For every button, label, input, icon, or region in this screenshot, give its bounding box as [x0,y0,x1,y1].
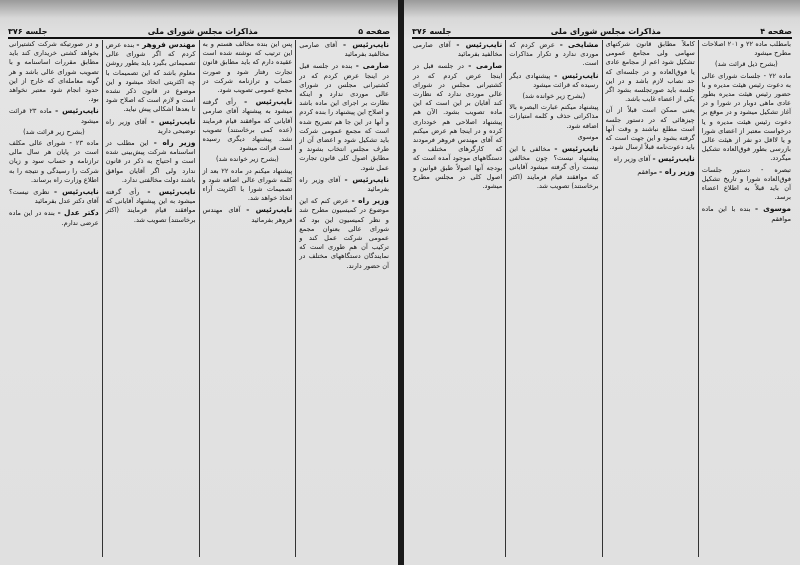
paragraph [509,133,598,142]
paragraph-text: و در صورتیکه شرکت کشتیرانی بخواهد کشتی خریداری کند باید مطابق مقررات اساسنامه و با تصویب شورای عالی باشد و هر گونه معامله‌ای که خارج از این حدود انجام شود معتبر نخواهد بود. [9,40,99,104]
session-number: جلسه ۳۷۶ [8,27,48,36]
paragraph-text: موسوی [577,132,599,141]
publication-title: مذاکرات مجلس شورای ملی [147,27,258,36]
paragraph-text: آقای صارمی مخالفید بفرمائید [413,41,503,59]
paragraph-text: آقای مهندس فروهر بفرمائید [202,206,293,224]
paragraph [413,61,502,191]
paragraph [299,61,389,172]
speaker-name: وزیر راه - [153,138,196,148]
paragraph [702,166,791,203]
speaker-name: وزیر راه - [659,166,695,176]
speaker-name: صارمی - [468,61,503,71]
paragraph-text: ماده ۲۳ - شورای عالی مکلف است در پایان هر سال مالی ترازنامه و حساب سود و زیان شرکت را رسیدگی و نتیجه را به اطلاع وزارت راه برساند. [9,139,99,184]
paragraph [203,97,293,153]
paragraph-text: آقای صارمی مخالفید بفرمائید [299,41,389,59]
speaker-name: نایب‌رئیس - [652,154,695,164]
paragraph-text: بنده در این ماده عرضی ندارم. [9,209,99,227]
paragraph-text: پیشنهاد میکنم عبارت البصره بالا مذاکراتی حذف و کلمه امتیازات اضافه شود. [509,103,599,130]
paragraph [509,103,598,131]
paragraph [9,187,99,206]
text-columns [6,40,392,557]
speaker-name: صارمی - [355,61,389,71]
paragraph-text: (بشرح ذیل قرائت شد) [715,60,778,69]
paragraph-text: کاملاً مطابق قانون شرکتهای سهامی ولی مجامع عمومی تشکیل شود اعم از مجامع عادی یا فوق‌العاده و در جلسه‌ای که حد نصاب لازم باشد و در این جلسه باید صورتجلسه بشود اگر یکی از اعضاء غایب باشد. [605,40,695,104]
paragraph [606,106,695,152]
paragraph-text: بامطلب ماده ۲۲ و ۲۰۱ اصلاحات مطرح میشود [701,40,791,58]
paragraph [9,139,99,185]
speaker-name: نایب‌رئیس - [147,187,196,197]
page-header [8,24,390,39]
speaker-name: نایب‌رئیس - [554,144,599,154]
speaker-name: مشایخی - [559,40,599,49]
paragraph [9,106,99,125]
paragraph-text: رأی گرفته میشود به این پیشنهاد آقایانی که موافقند قیام فرمایند (اکثر برخاستند) تصویب شد. [105,188,196,224]
paragraph [9,128,99,137]
paragraph-text: رأی گرفته میشود به پیشنهاد آقای صارمی آقایانی که موافقند قیام فرمایند (عده کمی برخاستند) تصویب نشد. پیشنهاد دیگری رسیده است قرائت میشود [202,98,293,153]
speaker-name: نایب‌رئیس - [554,70,599,80]
paragraph-text: عرض کردم که موردی ندارد و تکرار مذاکرات است. [509,41,599,68]
paragraph-text: آقای وزیر راه توضیحی دارید [105,117,196,135]
paragraph [299,175,389,194]
text-column [410,40,505,557]
paragraph [203,205,293,224]
paragraph [203,40,293,95]
speaker-name: نایب‌رئیس - [244,97,293,107]
paragraph [509,144,598,191]
paragraph [606,167,695,177]
paragraph [702,204,791,223]
paragraph [413,40,502,59]
paragraph-text: بنده عرض کردم که اگر شورای عالی تصمیماتی بگیرد باید بطور روشن معلوم باشد که این تصمیمات با چه اکثریتی اتخاذ میشود و این موضوع در قانون ذکر نشده است و لازم است که اصلاح شود تا بعدها اشکالی پیش نیاید. [105,41,196,114]
paragraph [106,117,196,136]
paragraph [9,40,99,104]
paragraph [702,72,791,164]
paragraph-text: موافقم [637,167,658,176]
text-column [602,40,698,557]
paragraph [509,40,598,69]
right-page [404,0,800,565]
paragraph [106,138,196,185]
paragraph-text: ماده ۲۳ قرائت میشود [9,107,99,125]
paragraph-text: در جلسه قبل در اینجا عرض کردم که در کشتیرانی مجلس در شورای عالی موردی ندارد که نظارت کند آقایان بر این است که این ماده تصویب بشود. الآن هم پیشنهاد اصلاحی هم خودداری کرده و در اینجا هم عرض میکنم که آقای مهندس فروهر فرمودند که کارگرهای مختلف و دستگاههای موجود آمده است که بودجه آنها اصولاً طبق قوانین و اصول کلی در مجلس مطرح میشود. [413,62,503,191]
publication-title: مذاکرات مجلس شورای ملی [550,27,661,36]
paragraph-text: آقای وزیر راه [613,155,651,164]
text-column [102,40,199,557]
text-column [6,40,102,557]
paragraph-text: تبصره - دستور جلسات فوق‌العاده شورا و تاریخ تشکیل آن باید قبلاً به اطلاع اعضاء برسد. [701,165,791,202]
speaker-name: نایب‌رئیس - [55,106,99,116]
speaker-name: نایب‌رئیس - [53,187,99,197]
paragraph-text: مخالفی با این پیشنهاد نیست؟ چون مخالفی نیست رأی گرفته میشود آقایانی که موافقند قیام فرمایند (اکثر برخاستند) تصویب شد. [509,145,599,190]
paragraph-text: بنده در جلسه قبل در اینجا عرض کردم که در کشتیرانی مجلس در شورای عالی موردی ندارد و اینکه نظارت بر اجرای این ماده باشد و اصلاح این پیشنهاد را بنده کردم و آنها در این جا هم تصریح شده است که مجمع عمومی شرکت باید تشکیل شود و اعضای آن از طرف مجلس انتخاب بشوند و مطابق اصول کلی قانون تجارت عمل شود. [299,62,389,172]
paragraph-text: (بشرح زیر قرائت شد) [23,127,85,136]
speaker-name: نایب‌رئیس - [342,40,389,49]
page-number: صفحه ۴ [760,27,792,36]
text-column [505,40,601,557]
page-number: صفحه ۵ [358,27,390,36]
paragraph [106,40,196,115]
paragraph [606,154,695,164]
paragraph [702,40,791,58]
text-column [199,40,296,557]
paragraph-text: ماده ۲۲ - جلسات شورای عالی به دعوت رئیس هیئت مدیره و با حضور رئیس هیئت مدیره بطور عادی ماهی دوبار در شورا و در آغاز تشکیل میشود و در موقع بر دعوت رئیس هیئت مدیره و یا درخواست معتبر از اعضای شورا و یا لااقل دو نفر از هیئت عالی بازرسی بطور فوق‌العاده تشکیل میگردد. [701,71,791,163]
paragraph-text: پیشنهادی دیگر رسیده که قرائت میشود [509,71,599,89]
paragraph [299,196,389,271]
paragraph-text: پیشنهاد میکنم در ماده ۲۲ بعد از کلمه شورای عالی اضافه شود و تصمیمات شورا با اکثریت آراء اتخاذ خواهد شد. [202,166,293,203]
paragraph-text: آقای وزیر راه بفرمائید [299,175,389,194]
left-page [0,0,398,565]
speaker-name: نایب‌رئیس - [456,40,503,49]
session-number: جلسه ۳۷۶ [412,27,452,36]
speaker-name: دکتر عدل - [57,208,99,218]
paragraph [702,60,791,69]
paragraph [299,40,389,59]
paragraph-text: یعنی ممکن است قبلاً از آن چیزهائی که در دستور جلسه است مطلع نباشند و وقت آنها گرفته بشود و این جهت است که باید دعوت‌نامه قبلاً ارسال شود. [605,106,695,152]
paragraph-text: عرض کنم که این موضوع در کمیسیون مطرح شد و نظر کمیسیون این بود که شورای عالی بعنوان مجمع عمومی شرکت عمل کند و ترکیب آن هم طوری است که نمایندگان دستگاههای مختلف در آن حضور دارند. [299,197,389,270]
speaker-name: وزیر راه - [351,196,389,206]
text-column [698,40,794,557]
speaker-name: نایب‌رئیس - [246,205,293,215]
paragraph [509,92,598,101]
text-columns [410,40,794,557]
paragraph-text: پس این بنده مخالف هستم و به این ترتیب که نوشته شده است عقیده دارم که باید مطابق قانون تجارت رفتار شود و صورت حساب و ترازنامه شرکت در مجمع عمومی تصویب شود. [202,40,293,95]
paragraph [509,71,598,90]
paragraph-text: بنده با این ماده موافقم [701,205,791,223]
speaker-name: نایب‌رئیس - [151,116,196,126]
paragraph-text: (بشرح زیر خوانده شد) [215,155,279,164]
paragraph-text: نظری نیست؟ آقای دکتر عدل بفرمائید [9,188,99,206]
paragraph-text: (بشرح زیر خوانده شد) [522,92,586,101]
speaker-name: مهندس فروهر - [136,40,196,49]
speaker-name: موسوی - [755,204,791,214]
speaker-name: نایب‌رئیس - [344,174,389,184]
paragraph [106,187,196,225]
page-header [412,24,792,39]
text-column [295,40,392,557]
paragraph [203,167,293,204]
paragraph-text: این مطلب در اساسنامه شرکت پیش‌بینی شده است و احتیاج به ذکر در قانون ندارد ولی اگر آقایان موافق باشند دولت مخالفتی ندارد. [105,139,196,184]
paragraph [606,40,695,104]
paragraph [203,155,293,164]
paragraph [9,208,99,227]
